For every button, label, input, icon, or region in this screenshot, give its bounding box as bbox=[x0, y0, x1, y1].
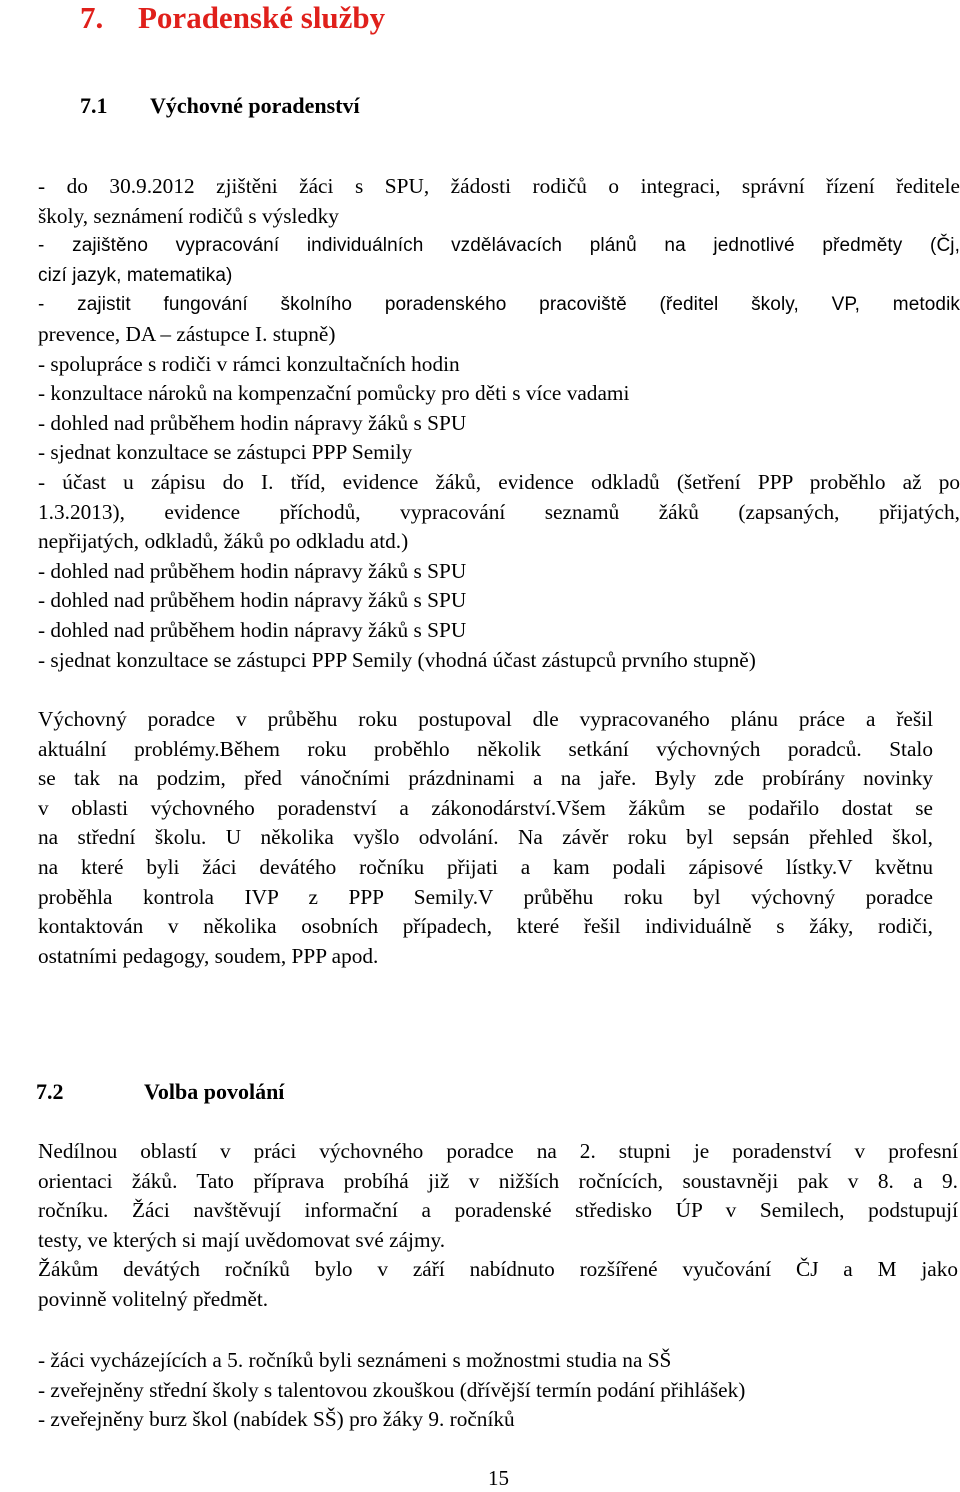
chapter-heading bbox=[80, 0, 385, 36]
list-line: - do 30.9.2012 zjištěni žáci s SPU, žádosti rodičů o integraci, správní řízení ředitele bbox=[38, 174, 960, 198]
section-1-paragraph bbox=[38, 705, 933, 971]
section-2-list bbox=[38, 1346, 960, 1435]
section-heading-7-1 bbox=[80, 93, 360, 119]
section-2-paragraph bbox=[38, 1137, 958, 1315]
list-line: - žáci vycházejících a 5. ročníků byli seznámeni s možnostmi studia na SŠ bbox=[38, 1348, 672, 1372]
chapter-title: Poradenské služby bbox=[138, 0, 386, 35]
paragraph-line: na které byli žáci devátého ročníku přijati a kam podali zápisové lístky.V květnu bbox=[38, 854, 933, 879]
paragraph-line: aktuální problémy.Během roku proběhlo několik setkání výchovných poradců. Stalo bbox=[38, 736, 933, 761]
section-number: 7.2 bbox=[36, 1079, 64, 1104]
list-line: cizí jazyk, matematika) bbox=[38, 264, 233, 286]
section-title: Výchovné poradenství bbox=[150, 93, 360, 118]
paragraph-line: v oblasti výchovného poradenství a zákonodárství.Všem žákům se podařilo dostat se bbox=[38, 795, 933, 820]
paragraph-line: kontaktován v několika osobních případech, které řešil individuálně s žáky, rodiči, bbox=[38, 914, 933, 939]
paragraph-line: Žákům devátých ročníků bylo v září nabídnuto rozšířené vyučování ČJ a M jako bbox=[38, 1257, 958, 1282]
list-line: - spolupráce s rodiči v rámci konzultačních hodin bbox=[38, 351, 460, 376]
list-line: - dohled nad průběhem hodin nápravy žáků s SPU bbox=[38, 588, 467, 613]
list-line: prevence, DA – zástupce I. stupně) bbox=[38, 321, 336, 346]
paragraph-line: ostatními pedagogy, soudem, PPP apod. bbox=[38, 943, 379, 968]
chapter-number: 7. bbox=[80, 0, 104, 35]
list-line: - dohled nad průběhem hodin nápravy žáků s SPU bbox=[38, 410, 467, 435]
section-1-list bbox=[38, 172, 960, 675]
list-line: - zveřejněny střední školy s talentovou zkouškou (dřívější termín podání přihlášek) bbox=[38, 1377, 746, 1402]
paragraph-line: ročníku. Žáci navštěvují informační a poradenské středisko ÚP v Semilech, podstupují bbox=[38, 1198, 958, 1223]
section-heading-7-2 bbox=[36, 1079, 284, 1105]
list-line: - zveřejněny burz škol (nabídek SŠ) pro žáky 9. ročníků bbox=[38, 1407, 515, 1432]
list-line: nepřijatých, odkladů, žáků po odkladu atd.) bbox=[38, 529, 409, 554]
list-line: - sjednat konzultace se zástupci PPP Semily (vhodná účast zástupců prvního stupně) bbox=[38, 647, 756, 672]
paragraph-line: Výchovný poradce v průběhu roku postupoval dle vypracovaného plánu práce a řešil bbox=[38, 707, 933, 731]
list-line: 1.3.2013), evidence příchodů, vypracování seznamů žáků (zapsaných, přijatých, bbox=[38, 499, 960, 524]
list-line: - zajištěno vypracování individuálních vzdělávacích plánů na jednotlivé předměty (Čj, bbox=[38, 235, 960, 257]
paragraph-line: Nedílnou oblastí v práci výchovného poradce na 2. stupni je poradenství v profesní bbox=[38, 1139, 958, 1163]
list-line: - sjednat konzultace se zástupci PPP Semily bbox=[38, 440, 413, 465]
page-number: 15 bbox=[488, 1466, 509, 1490]
paragraph-line: na střední školu. U několika vyšlo odvolání. Na závěr roku byl sepsán přehled škol, bbox=[38, 825, 933, 850]
list-line: - dohled nad průběhem hodin nápravy žáků s SPU bbox=[38, 617, 467, 642]
section-title: Volba povolání bbox=[144, 1079, 285, 1104]
paragraph-line: testy, ve kterých si mají uvědomovat své zájmy. bbox=[38, 1227, 446, 1252]
list-line: - účast u zápisu do I. tříd, evidence žáků, evidence odkladů (šetření PPP proběhlo až po bbox=[38, 469, 960, 494]
paragraph-line: orientaci žáků. Tato příprava probíhá již v nižších ročnících, soustavněji pak v 8. a 9. bbox=[38, 1168, 958, 1193]
section-number: 7.1 bbox=[80, 93, 108, 118]
list-line: školy, seznámení rodičů s výsledky bbox=[38, 203, 339, 228]
list-line: - zajistit fungování školního poradenského pracoviště (ředitel školy, VP, metodik bbox=[38, 294, 960, 316]
list-line: - konzultace nároků na kompenzační pomůcky pro děti s více vadami bbox=[38, 381, 630, 406]
paragraph-line: povinně volitelný předmět. bbox=[38, 1286, 269, 1311]
paragraph-line: se tak na podzim, před vánočními prázdninami a na jaře. Byly zde probírány novinky bbox=[38, 766, 933, 791]
list-line: - dohled nad průběhem hodin nápravy žáků s SPU bbox=[38, 558, 467, 583]
paragraph-line: proběhla kontrola IVP z PPP Semily.V průběhu roku byl výchovný poradce bbox=[38, 884, 933, 909]
